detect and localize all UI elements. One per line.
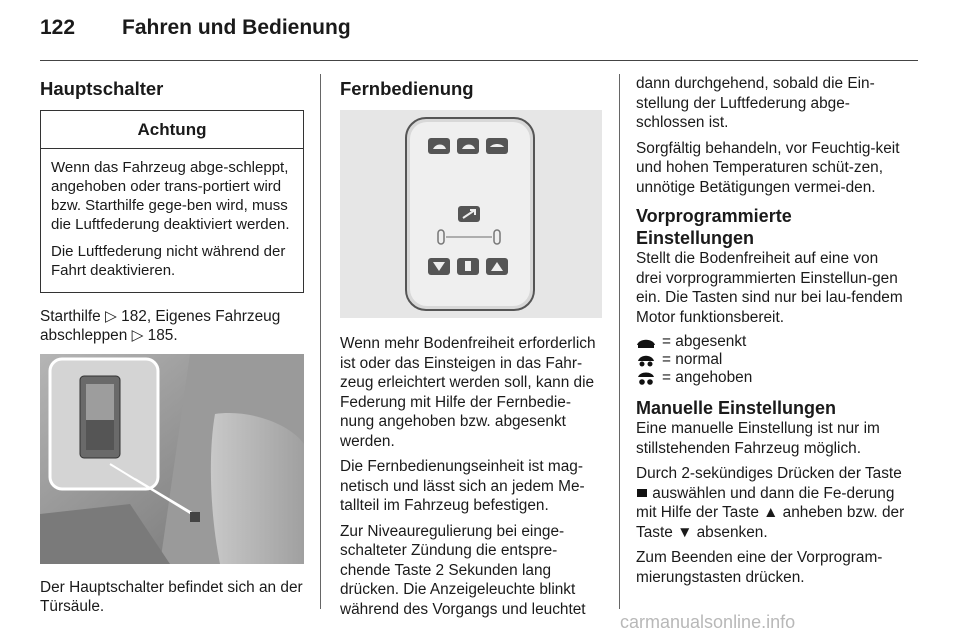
column-divider bbox=[619, 74, 620, 609]
section-heading-presets: Vorprogrammierte Einstellungen bbox=[636, 206, 792, 248]
remote-text-2: Die Fernbedienungseinheit ist mag-netisch und lässt sich an jedem Me-tallteil im Fahrzeug befestigen. bbox=[340, 458, 585, 514]
preset-legend bbox=[636, 333, 906, 387]
photo-caption: Der Hauptschalter befindet sich an der Türsäule. bbox=[40, 578, 303, 615]
manual-text-2: Durch 2-sekündiges Drücken der Taste auswählen und dann die Fe-derung mit Hilfe der Taste ▲ anheben bzw. der Taste ▼ absenken. bbox=[636, 465, 905, 541]
arrow-down-icon: ▼ bbox=[677, 523, 693, 541]
car-normal-icon bbox=[636, 353, 656, 367]
section-heading-main-switch: Hauptschalter bbox=[40, 78, 164, 99]
column-settings bbox=[636, 74, 906, 593]
preset-buttons bbox=[428, 138, 508, 154]
warning-box bbox=[40, 110, 304, 293]
section-heading-manual: Manuelle Einstellungen bbox=[636, 398, 837, 418]
preset-text: Stellt die Bodenfreiheit auf eine von drei vorprogrammierten Einstellun-gen ein. Die Tasten sind nur bei lau-fendem Motor funktionsbereit. bbox=[636, 250, 903, 326]
arrow-up-icon: ▲ bbox=[763, 504, 779, 521]
car-lowered-icon bbox=[636, 335, 656, 349]
column-divider bbox=[320, 74, 321, 609]
crossref-paragraph: Starthilfe ▷ 182, Eigenes Fahrzeug abschleppen ▷ 185. bbox=[40, 307, 281, 344]
remote-text-continued: dann durchgehend, sobald die Ein-stellung der Luftfederung abge-schlossen ist. bbox=[636, 75, 875, 131]
page-header bbox=[40, 16, 918, 61]
remote-control-figure bbox=[340, 110, 602, 318]
page-ref-arrow-icon[interactable]: ▷ bbox=[105, 307, 117, 325]
manual-text-1: Eine manuelle Einstellung ist nur im stillstehenden Fahrzeug möglich. bbox=[636, 420, 880, 457]
legend-row-lowered: = abgesenkt bbox=[636, 333, 906, 351]
remote-text-1: Wenn mehr Bodenfreiheit erforderlich ist oder das Einsteigen in das Fahr-zeug erleichtert werden soll, kann die Federung mit Hilfe der Fernbedie-nung angehoben bzw. abgesenkt werden. bbox=[340, 335, 596, 450]
remote-text-3: Zur Niveauregulierung bei einge-schalteter Zündung die entspre-chende Taste 2 Sekunden lang drücken. Die Anzeigeleuchte blinkt während des Vorgangs und leuchtet bbox=[340, 522, 586, 618]
manual-text-3: Zum Beenden eine der Vorprogram-mierungstasten drücken. bbox=[636, 549, 883, 586]
warning-title: Achtung bbox=[41, 111, 303, 149]
column-remote-control bbox=[340, 74, 602, 625]
select-axle-icon bbox=[636, 487, 648, 499]
section-heading-remote: Fernbedienung bbox=[340, 78, 474, 99]
warning-text-1: Wenn das Fahrzeug abge-schleppt, angehoben oder trans-portiert wird bzw. Starthilfe gege-ben wird, muss die Luftfederung deaktiviert werden. bbox=[51, 158, 290, 233]
watermark: carmanualsonline.info bbox=[620, 612, 796, 632]
chapter-title: Fahren und Bedienung bbox=[122, 16, 351, 39]
care-text: Sorgfältig behandeln, vor Feuchtig-keit und hohen Temperaturen schüt-zen, unnötige Betätigungen vermei-den. bbox=[636, 139, 900, 196]
warning-text-2: Die Luftfederung nicht während der Fahrt deaktivieren. bbox=[51, 242, 286, 279]
car-raised-icon bbox=[636, 371, 656, 385]
main-switch-photo bbox=[40, 354, 304, 564]
legend-row-raised: = angehoben bbox=[636, 369, 906, 387]
page-ref-arrow-icon[interactable]: ▷ bbox=[131, 327, 144, 344]
legend-row-normal: = normal bbox=[636, 351, 906, 369]
column-main-switch bbox=[40, 74, 304, 623]
page-number: 122 bbox=[40, 16, 76, 39]
